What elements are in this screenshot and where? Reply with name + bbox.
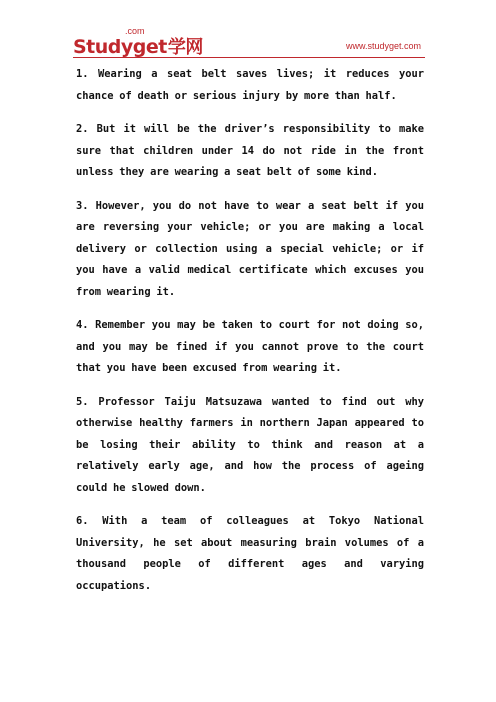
header-divider [73, 57, 425, 58]
paragraph-4: 4. Remember you may be taken to court for not doing so, and you may be fined if you cannot prove to the court that you have been excused from wearing it. [76, 319, 424, 374]
logo-wordmark [73, 33, 203, 59]
document-body [76, 64, 424, 609]
paragraph-2: 2. But it will be the driver’s responsibility to make sure that children under 14 do not ride in the front unless they are wearing a seat belt of some kind. [76, 123, 424, 178]
paragraph-6: 6. With a team of colleagues at Tokyo National University, he set about measuring brain volumes of a thousand people of different ages and varying occupations. [76, 515, 424, 592]
paragraph-1: 1. Wearing a seat belt saves lives; it reduces your chance of death or serious injury by more than half. [76, 68, 424, 102]
logo-chinese-text: 学网 [167, 37, 203, 58]
logo-text: Studyget [73, 36, 167, 58]
site-url-link[interactable]: www.studyget.com [345, 41, 421, 51]
paragraph-3: 3. However, you do not have to wear a seat belt if you are reversing your vehicle; or you are making a local delivery or collection using a special vehicle; or if you have a valid medical certificate which excuses you from wearing it. [76, 199, 424, 298]
page-header [73, 26, 425, 60]
logo-domain-suffix: .com [125, 26, 145, 36]
paragraph-5: 5. Professor Taiju Matsuzawa wanted to find out why otherwise healthy farmers in northern Japan appeared to be losing their ability to think and reason at a relatively early age, and how the process of ageing could he slowed down. [76, 395, 424, 494]
